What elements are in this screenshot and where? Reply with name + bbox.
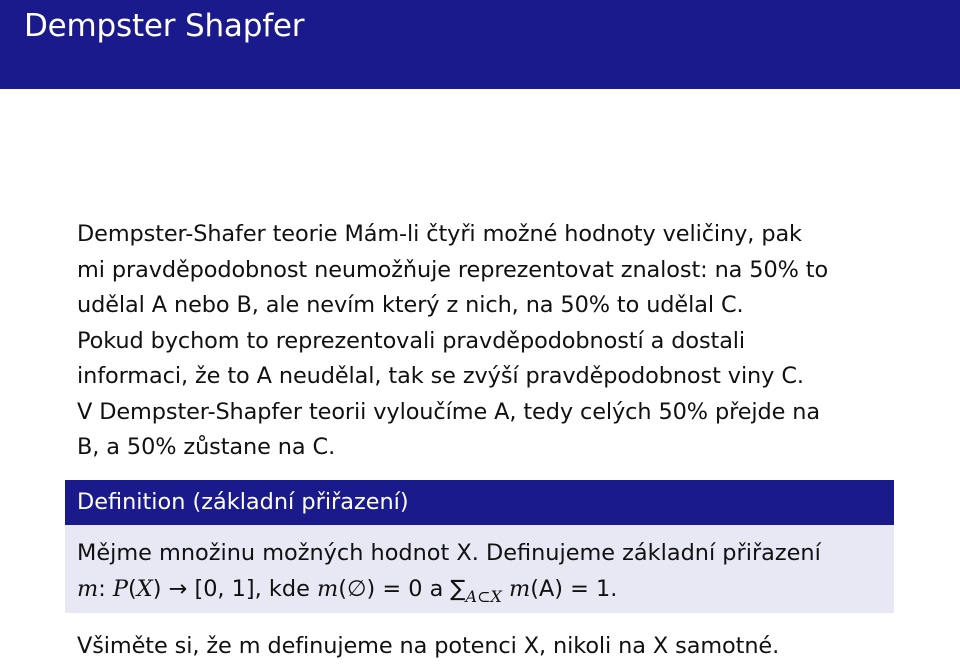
math-colon: : bbox=[98, 575, 106, 602]
main-paragraph bbox=[77, 217, 897, 466]
definition-title: Definition (základní přiřazení) bbox=[77, 489, 409, 515]
definition-block bbox=[65, 480, 894, 613]
math-eq0: = 0 a bbox=[382, 575, 444, 602]
math-m3: m bbox=[509, 575, 531, 602]
paragraph-line: informaci, že to A neudělal, tak se zvýší pravděpodobnost viny C. bbox=[77, 363, 804, 389]
sum-symbol: ∑ bbox=[450, 575, 466, 602]
math-paren-close: ) bbox=[152, 575, 162, 602]
definition-formula bbox=[77, 572, 821, 615]
paragraph-line: Dempster-Shafer teorie Mám-li čtyři možné hodnoty veličiny, pak bbox=[77, 221, 802, 247]
arrow-symbol: → bbox=[168, 575, 188, 602]
sum-subscript: A⊂X bbox=[465, 586, 502, 606]
paragraph-line: udělal A nebo B, ale nevím který z nich, na 50% to udělal C. bbox=[77, 292, 744, 318]
paragraph-line: B, a 50% zůstane na C. bbox=[77, 434, 336, 460]
math-eq1: = 1. bbox=[570, 575, 618, 602]
paragraph-line: Pokud bychom to reprezentovali pravděpodobností a dostali bbox=[77, 327, 746, 354]
paragraph-line: V Dempster-Shapfer teorii vyloučíme A, tedy celých 50% přejde na bbox=[77, 398, 821, 425]
math-interval: [0, 1] bbox=[194, 575, 255, 602]
math-X: X bbox=[136, 575, 153, 602]
slide-title: Dempster Shapfer bbox=[24, 8, 305, 44]
closing-sentence: Všiměte si, že m definujeme na potenci X, nikoli na X samotné. bbox=[77, 633, 780, 659]
math-m2: m bbox=[316, 575, 339, 602]
definition-body bbox=[77, 536, 821, 614]
math-paren-open: ( bbox=[127, 575, 137, 602]
math-m: m bbox=[77, 575, 99, 602]
definition-line: Mějme množinu možných hodnot X. Definujeme základní přiřazení bbox=[77, 540, 821, 566]
slide-header bbox=[0, 0, 960, 89]
math-emptyset: (∅) bbox=[338, 575, 376, 602]
text-kde: , kde bbox=[254, 575, 310, 602]
definition-header bbox=[65, 480, 894, 525]
paragraph-line: mi pravděpodobnost neumožňuje reprezentovat znalost: na 50% to bbox=[77, 256, 829, 283]
math-argA: (A) bbox=[530, 575, 564, 602]
math-P: P bbox=[112, 575, 128, 602]
